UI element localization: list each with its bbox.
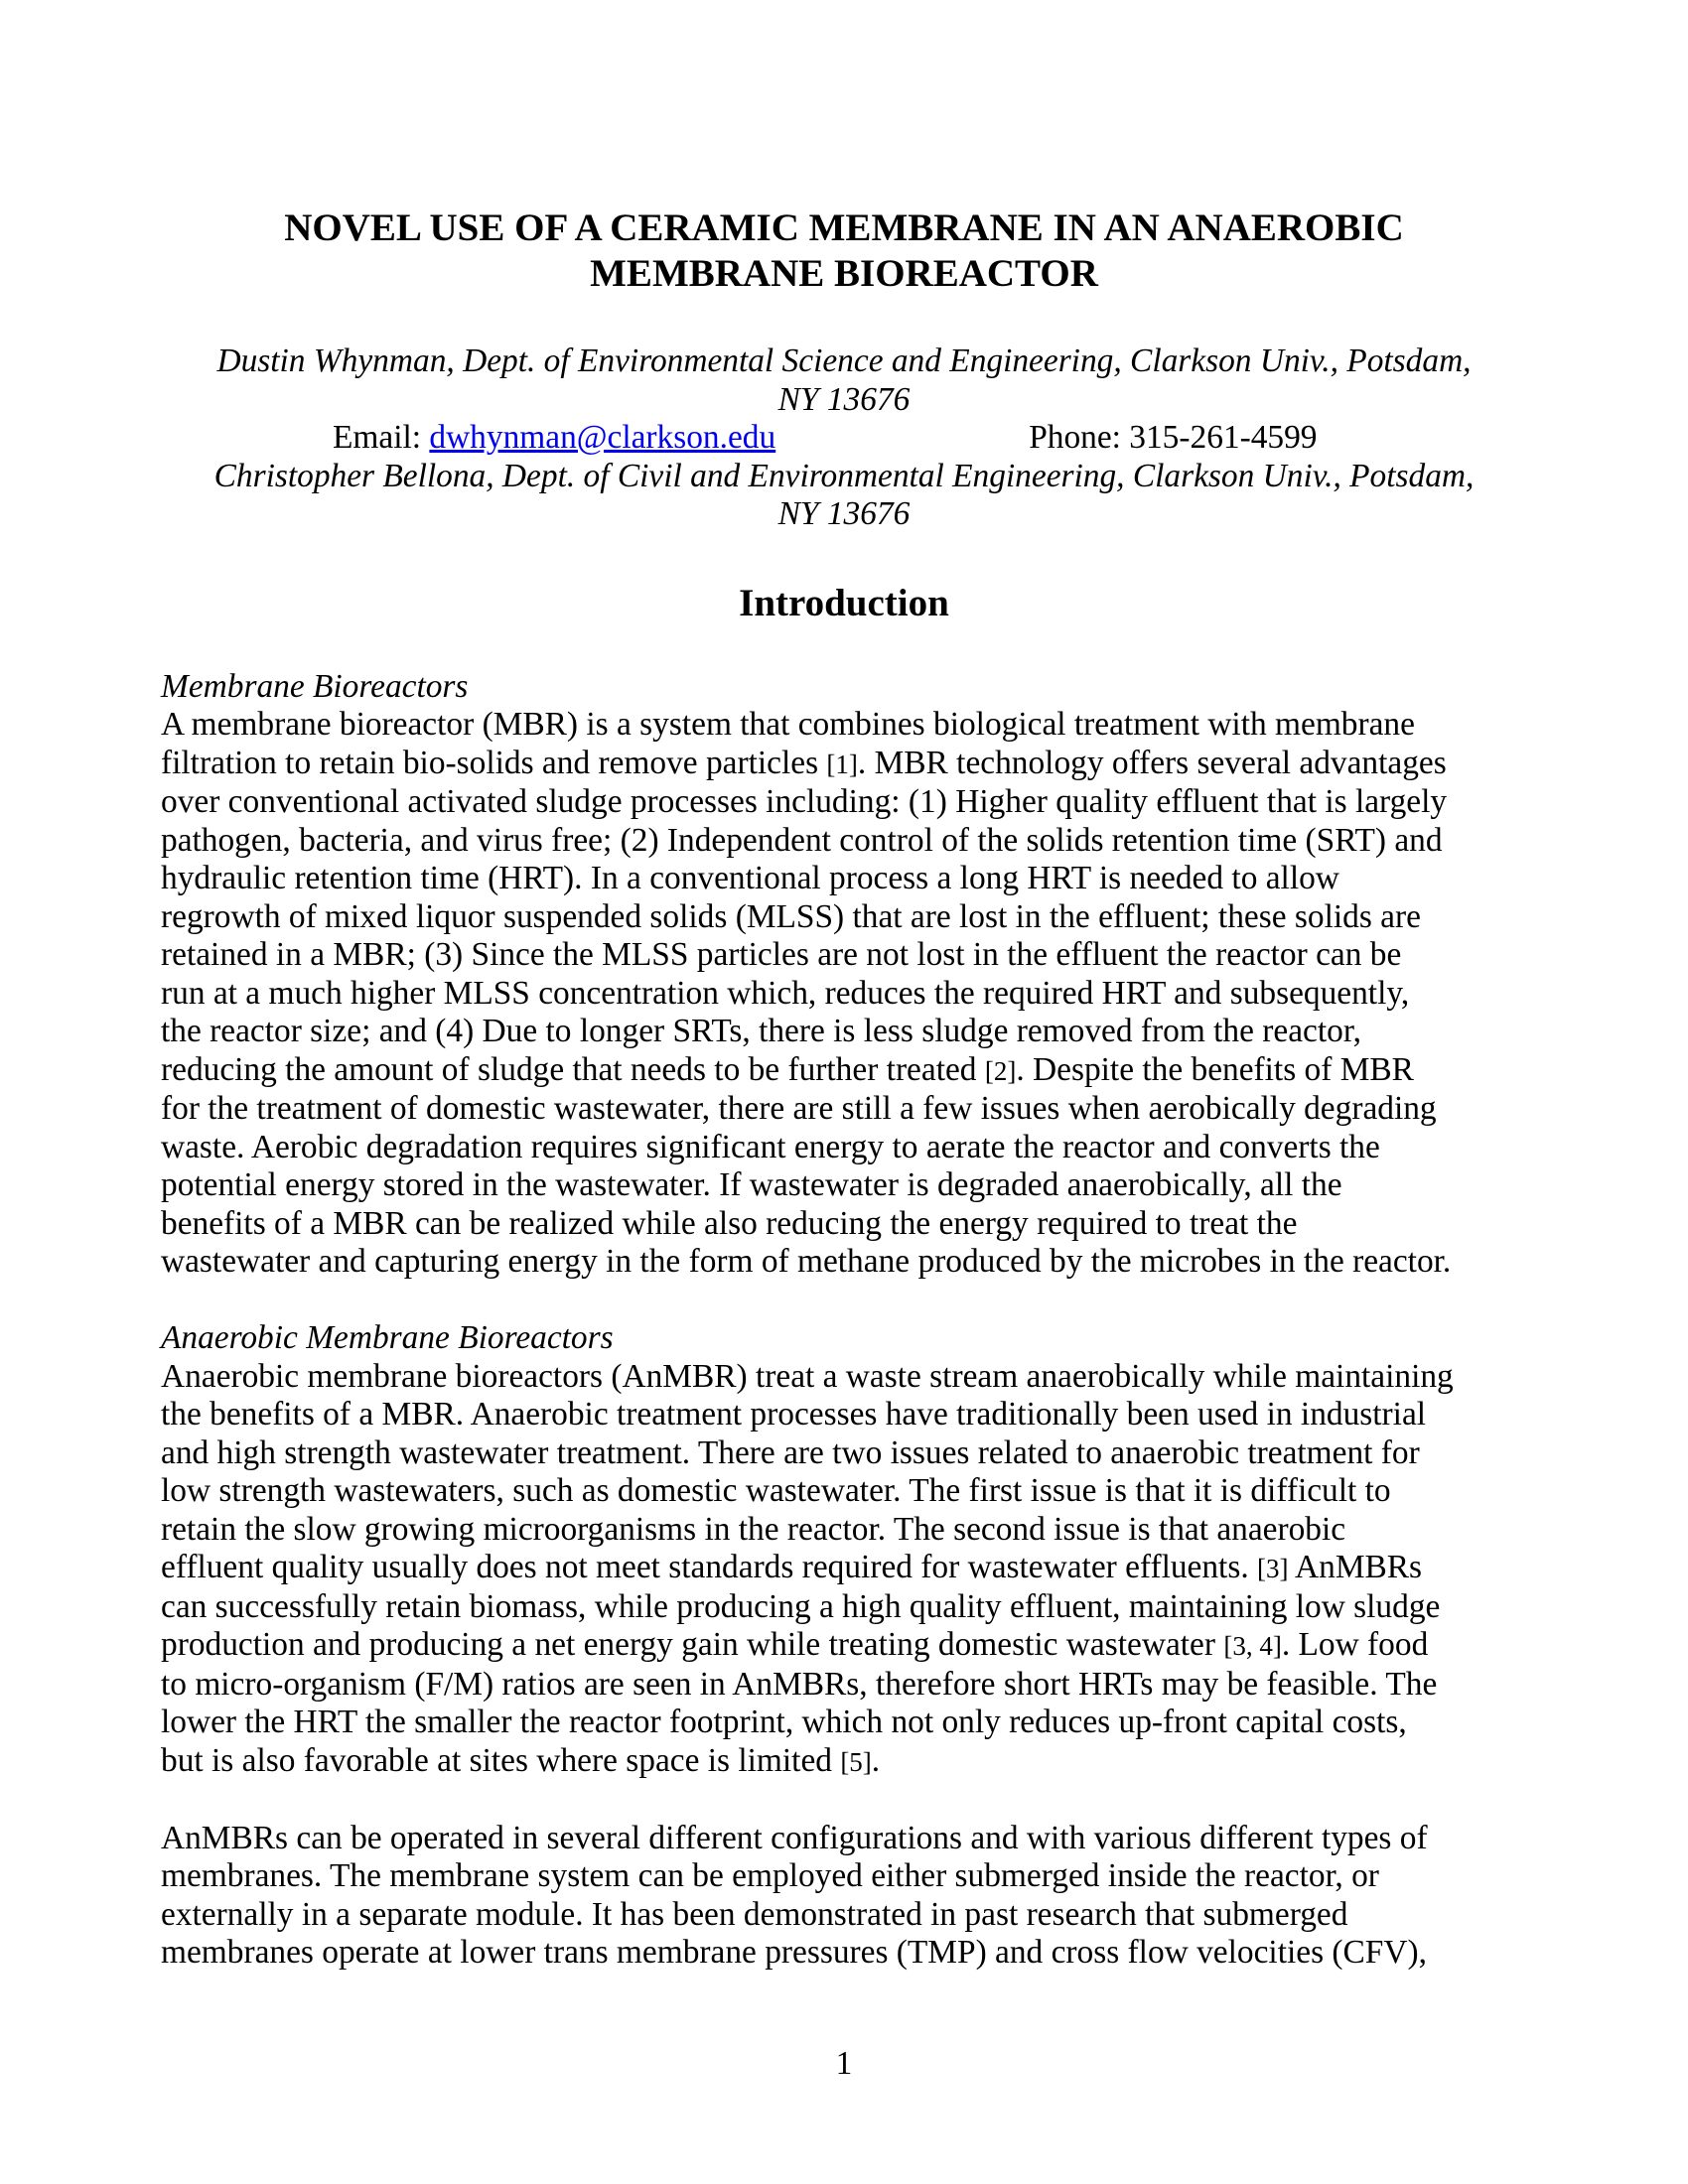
- paper-title-line-1: NOVEL USE OF A CERAMIC MEMBRANE IN AN ANAEROBIC: [284, 206, 1404, 249]
- subheading-anaerobic-membrane-bioreactors: Anaerobic Membrane Bioreactors: [161, 1319, 614, 1356]
- text-line: reducing the amount of sludge that needs to be further treated [2]. Despite the benefits of MBR: [161, 1050, 1414, 1088]
- text-line: benefits of a MBR can be realized while also reducing the energy required to treat the: [161, 1204, 1298, 1242]
- email-group: [333, 419, 775, 456]
- text-line: retain the slow growing microorganisms in the reactor. The second issue is that anaerobic: [161, 1510, 1346, 1548]
- section-heading-introduction: Introduction: [739, 581, 949, 624]
- text-line: potential energy stored in the wastewater. If wastewater is degraded anaerobically, all the: [161, 1166, 1342, 1203]
- text-line: lower the HRT the smaller the reactor footprint, which not only reduces up-front capital costs,: [161, 1704, 1407, 1740]
- text-line: externally in a separate module. It has been demonstrated in past research that submerged: [161, 1895, 1348, 1933]
- text-line: and high strength wastewater treatment. There are two issues related to anaerobic treatment for: [161, 1433, 1420, 1471]
- text-line: to micro-organism (F/M) ratios are seen in AnMBRs, therefore short HRTs may be feasible. The: [161, 1665, 1438, 1703]
- citation-marker: [3, 4]: [1223, 1631, 1282, 1661]
- subheading-membrane-bioreactors: Membrane Bioreactors: [161, 667, 469, 705]
- text-line: run at a much higher MLSS concentration which, reduces the required HRT and subsequently,: [161, 974, 1410, 1012]
- text-line: retained in a MBR; (3) Since the MLSS particles are not lost in the effluent the reactor can be: [161, 936, 1402, 973]
- author2-affiliation-line2: NY 13676: [777, 495, 911, 532]
- paragraph-1: [161, 706, 1527, 1282]
- text-line: filtration to retain bio-solids and remove particles [1]. MBR technology offers several advantages: [161, 744, 1447, 781]
- section-membrane-bioreactors: [161, 668, 1527, 1282]
- page-number: 1: [835, 2045, 853, 2082]
- text-line: hydraulic retention time (HRT). In a conventional process a long HRT is needed to allow: [161, 860, 1339, 896]
- author-block: [161, 342, 1527, 534]
- paragraph-2: [161, 1358, 1527, 1782]
- contact-line: [161, 419, 1527, 458]
- text-line: AnMBRs can be operated in several different configurations and with various different types of: [161, 1819, 1428, 1856]
- text-line: membranes. The membrane system can be employed either submerged inside the reactor, or: [161, 1857, 1379, 1894]
- text-line: Anaerobic membrane bioreactors (AnMBR) treat a waste stream anaerobically while maintaining: [161, 1357, 1454, 1395]
- text-line: pathogen, bacteria, and virus free; (2) Independent control of the solids retention time (SRT) and: [161, 821, 1443, 859]
- text-line: over conventional activated sludge processes including: (1) Higher quality effluent that is largely: [161, 783, 1448, 820]
- text-line: regrowth of mixed liquor suspended solids (MLSS) that are lost in the effluent; these solids are: [161, 897, 1421, 935]
- section-anaerobic-membrane-bioreactors: [161, 1319, 1527, 1781]
- page-content: [161, 205, 1527, 1973]
- text-line: the reactor size; and (4) Due to longer SRTs, there is less sludge removed from the reactor,: [161, 1013, 1361, 1049]
- text-line: can successfully retain biomass, while producing a high quality effluent, maintaining low sludge: [161, 1587, 1441, 1625]
- citation-marker: [5]: [840, 1746, 872, 1777]
- text-line: for the treatment of domestic wastewater, there are still a few issues when aerobically degrading: [161, 1090, 1437, 1127]
- author1-affiliation-line2: NY 13676: [777, 380, 911, 418]
- citation-marker: [1]: [826, 749, 858, 779]
- paragraph-3: [161, 1820, 1527, 1973]
- email-label: Email:: [333, 419, 430, 456]
- text-line: wastewater and capturing energy in the form of methane produced by the microbes in the reactor.: [161, 1243, 1452, 1280]
- text-line: waste. Aerobic degradation requires significant energy to aerate the reactor and converts the: [161, 1128, 1380, 1165]
- citation-marker: [3]: [1257, 1554, 1289, 1583]
- text-line: A membrane bioreactor (MBR) is a system that combines biological treatment with membrane: [161, 706, 1415, 743]
- text-line: membranes operate at lower trans membrane pressures (TMP) and cross flow velocities (CFV),: [161, 1934, 1427, 1971]
- paper-title: [161, 205, 1527, 297]
- author1-affiliation-line1: Dustin Whynman, Dept. of Environmental Science and Engineering, Clarkson Univ., Potsdam,: [216, 342, 1472, 379]
- section-configurations: [161, 1820, 1527, 1973]
- phone-number: Phone: 315-261-4599: [1029, 419, 1318, 456]
- author2-affiliation-line1: Christopher Bellona, Dept. of Civil and Environmental Engineering, Clarkson Univ., Potsdam,: [213, 457, 1475, 494]
- citation-marker: [2]: [984, 1055, 1017, 1086]
- text-line: production and producing a net energy gain while treating domestic wastewater [3, 4]. Low food: [161, 1626, 1429, 1663]
- email-link[interactable]: dwhynman@clarkson.edu: [429, 419, 776, 456]
- paper-title-line-2: MEMBRANE BIOREACTOR: [590, 252, 1098, 295]
- text-line: but is also favorable at sites where space is limited [5].: [161, 1741, 881, 1779]
- text-line: the benefits of a MBR. Anaerobic treatment processes have traditionally been used in industrial: [161, 1396, 1427, 1433]
- text-line: low strength wastewaters, such as domestic wastewater. The first issue is that it is difficult to: [161, 1472, 1391, 1509]
- text-line: effluent quality usually does not meet standards required for wastewater effluents. [3] AnMBRs: [161, 1549, 1423, 1585]
